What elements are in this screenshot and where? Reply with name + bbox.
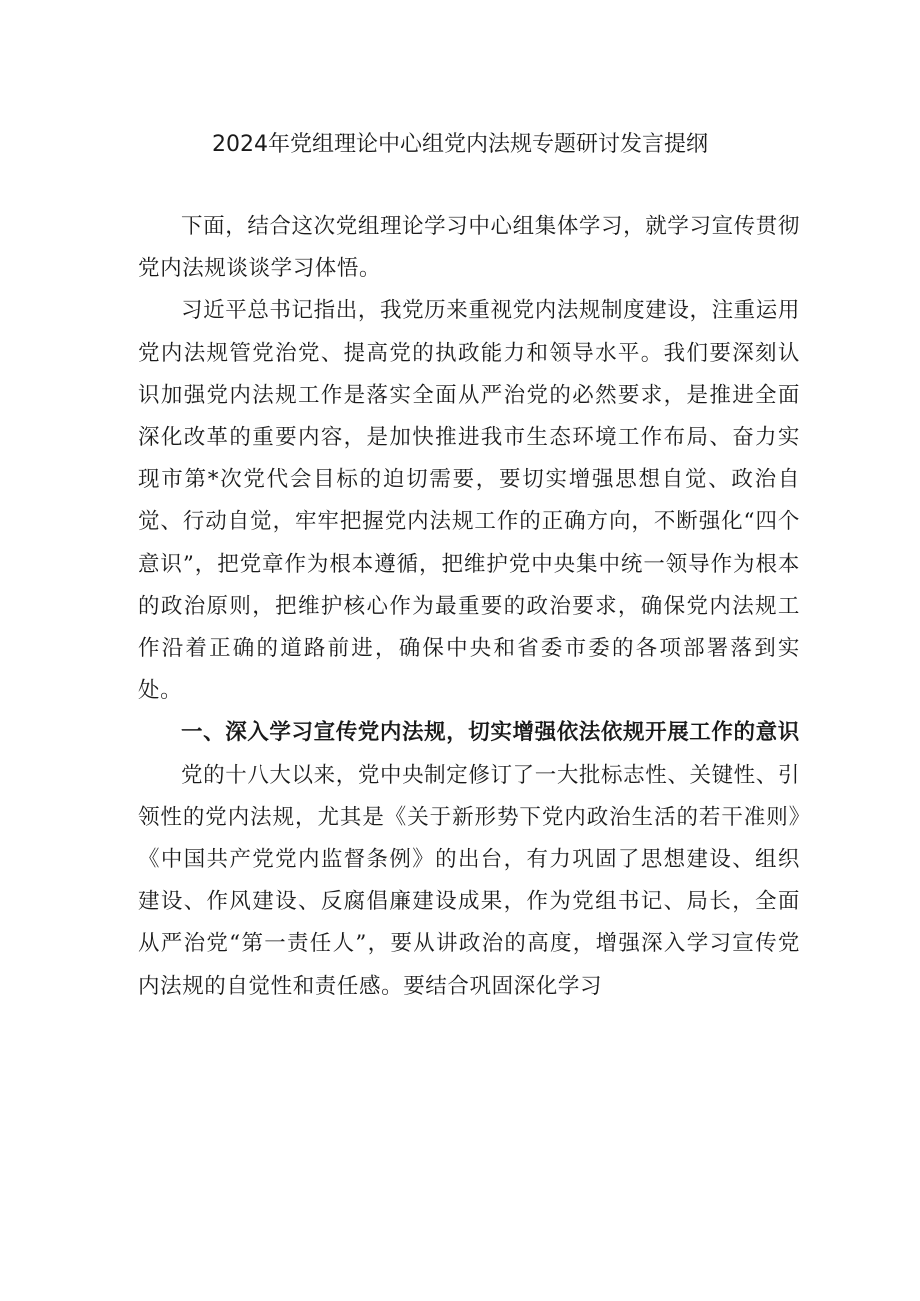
paragraph-quote: 习近平总书记指出，我党历来重视党内法规制度建设，注重运用党内法规管党治党、提高党的执政能力和领导水平。我们要深刻认识加强党内法规工作是落实全面从严治党的必然要求，是推进全面深化改革的重要内容，是加快推进我市生态环境工作布局、奋力实现市第*次党代会目标的迫切需要，要切实增强思想自觉、政治自觉、行动自觉，牢牢把握党内法规工作的正确方向，不断强化“四个意识”，把党章作为根本遵循，把维护党中央集中统一领导作为根本的政治原则，把维护核心作为最重要的政治要求，确保党内法规工作沿着正确的道路前进，确保中央和省委市委的各项部署落到实处。 <box>138 298 800 704</box>
document-body <box>138 206 800 1008</box>
section-heading-1: 一、深入学习宣传党内法规，切实增强依法依规开展工作的意识 <box>181 720 800 746</box>
document-title: 2024年党组理论中心组党内法规专题研讨发言提纲 <box>212 132 708 157</box>
paragraph-section-1: 党的十八大以来，党中央制定修订了一大批标志性、关键性、引领性的党内法规，尤其是《关于新形势下党内政治生活的若干准则》《中国共产党党内监督条例》的出台，有力巩固了思想建设、组织建设、作风建设、反腐倡廉建设成果，作为党组书记、局长，全面从严治党“第一责任人”，要从讲政治的高度，增强深入学习宣传党内法规的自觉性和责任感。要结合巩固深化学习 <box>138 762 800 999</box>
paragraph-intro: 下面，结合这次党组理论学习中心组集体学习，就学习宣传贯彻党内法规谈谈学习体悟。 <box>138 214 800 282</box>
